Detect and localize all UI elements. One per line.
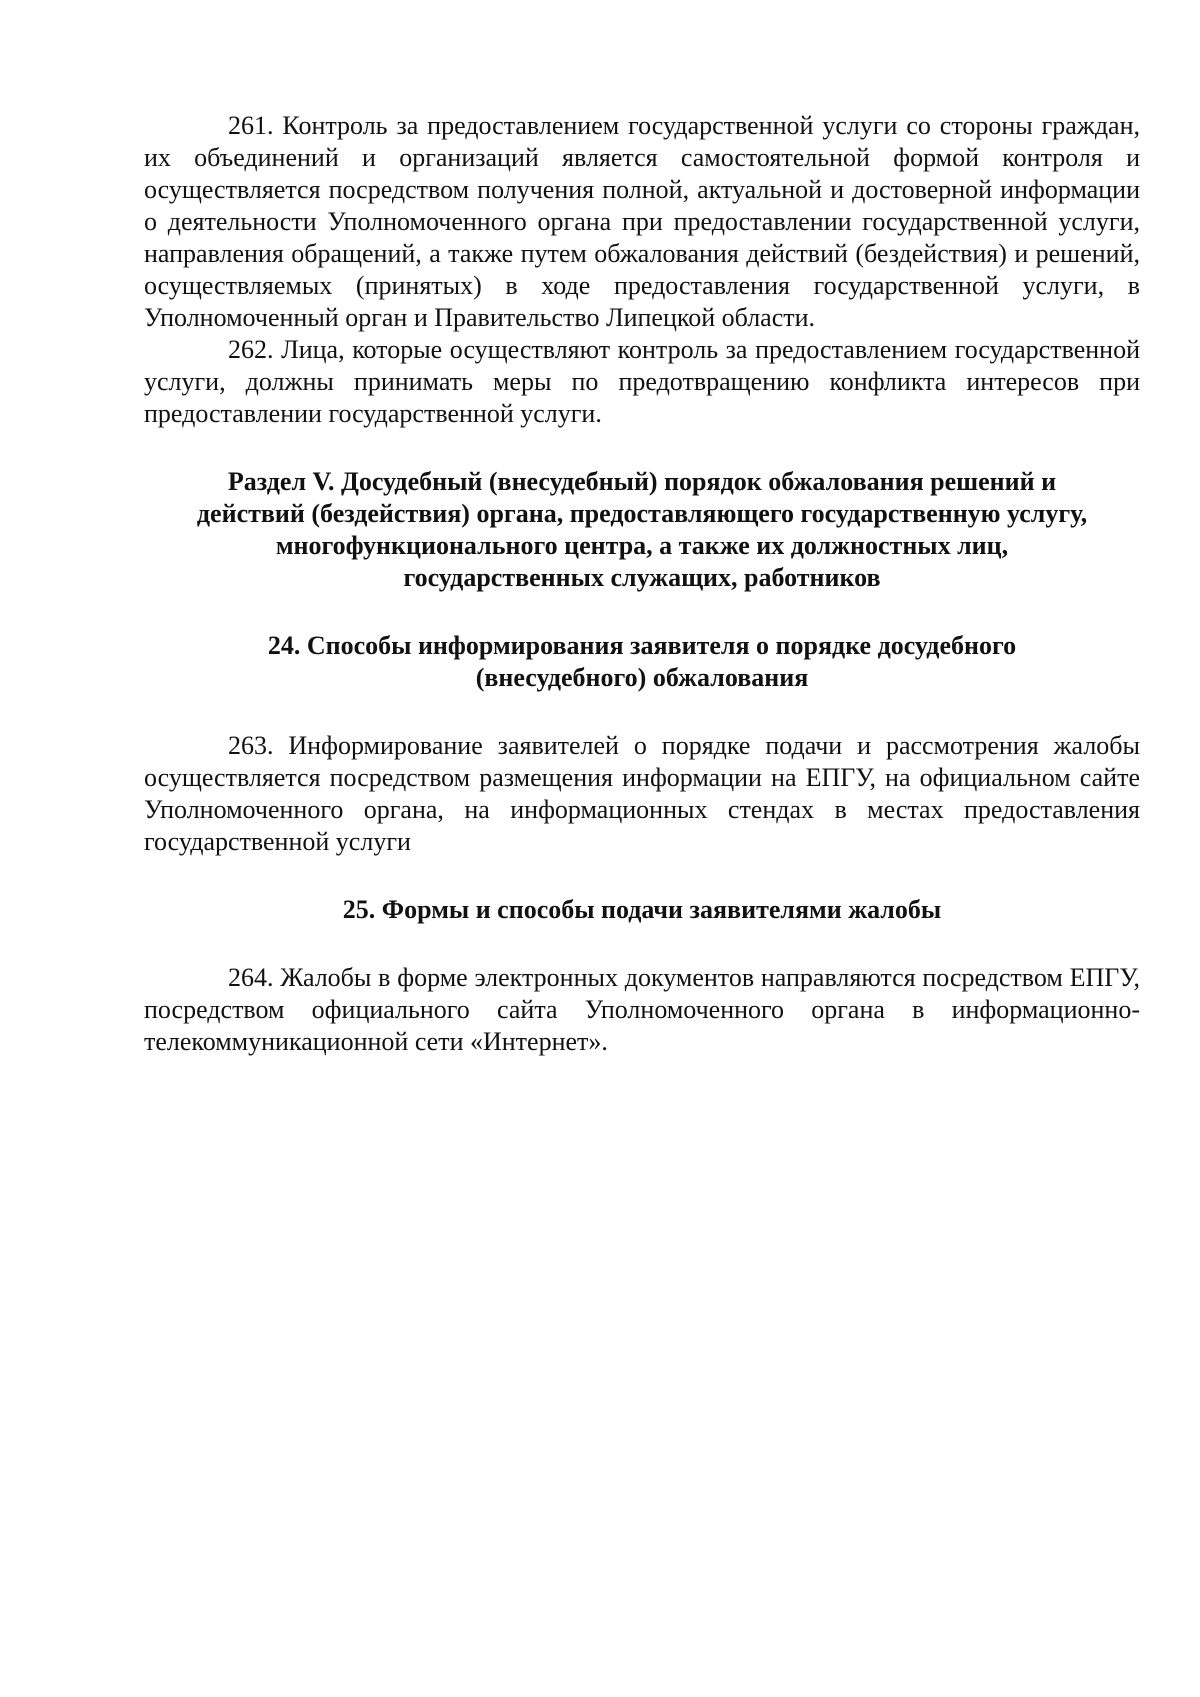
- section-5-heading-line-1: Раздел V. Досудебный (внесудебный) порядок обжалования решений и: [227, 467, 1057, 496]
- paragraph-263: 263. Информирование заявителей о порядке подачи и рассмотрения жалобы осуществляется посредством размещения информации на ЕПГУ, на официальном сайте Уполномоченного органа, на информационных стендах в местах предоставления государственной услуги: [144, 731, 1140, 856]
- subsection-25-heading: 25. Формы и способы подачи заявителями жалобы: [342, 895, 942, 924]
- section-5-heading: [144, 466, 1140, 594]
- section-5-heading-line-4: государственных служащих, работников: [403, 563, 881, 592]
- document-page: [144, 110, 1140, 1058]
- paragraph-262: 262. Лица, которые осуществляют контроль за предоставлением государственной услуги, должны принимать меры по предотвращению конфликта интересов при предоставлении государственной услуги.: [144, 335, 1140, 428]
- subsection-24-heading-line-1: 24. Способы информирования заявителя о порядке досудебного: [267, 631, 1017, 660]
- subsection-24-heading: [144, 630, 1140, 694]
- section-5-heading-line-3: многофункционального центра, а также их должностных лиц,: [275, 531, 1009, 560]
- subsection-24-heading-line-2: (внесудебного) обжалования: [475, 663, 809, 692]
- section-5-heading-line-2: действий (бездействия) органа, предоставляющего государственную услугу,: [196, 499, 1088, 528]
- paragraph-264: 264. Жалобы в форме электронных документов направляются посредством ЕПГУ, посредством официального сайта Уполномоченного органа в информационно-телекоммуникационной сети «Интернет».: [144, 963, 1140, 1056]
- paragraph-261: 261. Контроль за предоставлением государственной услуги со стороны граждан, их объединений и организаций является самостоятельной формой контроля и осуществляется посредством получения полной, актуальной и достоверной информации о деятельности Уполномоченного органа при предоставлении государственной услуги, направления обращений, а также путем обжалования действий (бездействия) и решений, осуществляемых (принятых) в ходе предоставления государственной услуги, в Уполномоченный орган и Правительство Липецкой области.: [144, 111, 1140, 332]
